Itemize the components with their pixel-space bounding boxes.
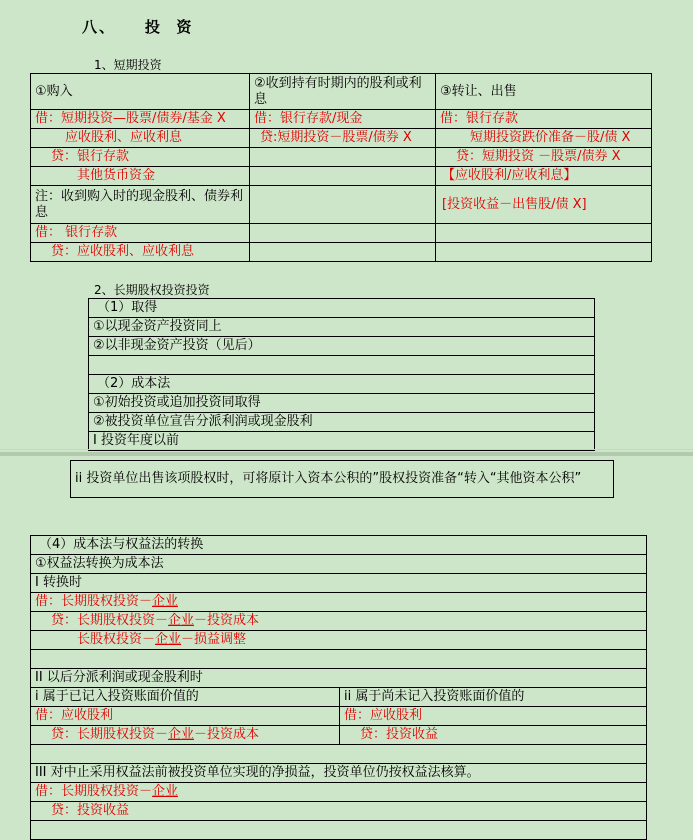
header-receive-dividend: ②收到持有时期内的股利或利息 — [250, 74, 436, 110]
cell: III 对中止采用权益法前被投资单位实现的净损益，投资单位仍按权益法核算。 — [31, 764, 647, 783]
table-row — [31, 574, 647, 593]
section-heading-long-term: 2、长期股权投资投资 — [94, 283, 210, 297]
table-row — [89, 299, 595, 318]
cell — [31, 726, 340, 745]
cell — [436, 224, 652, 243]
conversion-table — [30, 535, 647, 840]
cell: 贷：投资收益 — [31, 802, 647, 821]
table-row — [89, 432, 595, 451]
cell — [250, 167, 436, 186]
cell: （1）取得 — [89, 299, 595, 318]
table-row — [89, 318, 595, 337]
cell: 借： 银行存款 — [31, 224, 250, 243]
text: 企业 — [152, 594, 179, 609]
table-row — [31, 555, 647, 574]
text: 借：长期股权投资－ — [35, 594, 153, 609]
cell: ii 投资单位出售该项股权时，可将原计入资本公积的”股权投资准备“转入“其他资本公积” — [71, 461, 614, 498]
cell — [31, 821, 647, 840]
text: 贷：长期股权投资－ — [51, 613, 169, 628]
table-row — [31, 821, 647, 840]
table-row — [31, 612, 647, 631]
table-header-row — [31, 74, 652, 110]
text: 企业 — [168, 727, 195, 742]
section-heading-short-term: 1、短期投资 — [94, 58, 162, 72]
table-row — [31, 650, 647, 669]
table-row — [31, 631, 647, 650]
cell — [250, 243, 436, 262]
table-row — [31, 707, 647, 726]
table-row — [31, 224, 652, 243]
cell: ii 属于尚未记入投资账面价值的 — [340, 688, 647, 707]
table-row — [89, 375, 595, 394]
cell: 贷：投资收益 — [340, 726, 647, 745]
cell — [31, 593, 647, 612]
cell: ②以非现金资产投资（见后） — [89, 337, 595, 356]
text: 企业 — [152, 784, 179, 799]
text: 长股权投资－ — [77, 632, 156, 647]
cell — [436, 243, 652, 262]
cell: （2）成本法 — [89, 375, 595, 394]
table-row — [31, 243, 652, 262]
short-term-investment-table — [30, 73, 652, 262]
text: 企业 — [168, 613, 195, 628]
table-row — [31, 764, 647, 783]
table-row — [89, 413, 595, 432]
cell — [31, 783, 647, 802]
cell: 【应收股利/应收利息】 — [436, 167, 652, 186]
table-row — [31, 726, 647, 745]
cell: ①以现金资产投资同上 — [89, 318, 595, 337]
cell: 注：收到购入时的现金股利、债券利息 — [31, 186, 250, 224]
table-row — [89, 394, 595, 413]
cell — [31, 650, 647, 669]
cell: 应收股利、应收利息 — [31, 129, 250, 148]
text: 贷：长期股权投资－ — [51, 727, 169, 742]
cell: （4）成本法与权益法的转换 — [31, 536, 647, 555]
table-row — [31, 536, 647, 555]
table-row — [31, 167, 652, 186]
table-row — [89, 356, 595, 375]
cell: [投资收益－出售股/债 X] — [436, 186, 652, 224]
table-row — [31, 186, 652, 224]
continued-note-table — [70, 460, 614, 498]
cell: 短期投资跌价准备－股/债 X — [436, 129, 652, 148]
cell — [250, 224, 436, 243]
text: 借：长期股权投资－ — [35, 784, 153, 799]
table-row — [31, 669, 647, 688]
cell: 借：短期投资—股票/债券/基金 X — [31, 110, 250, 129]
text: －损益调整 — [181, 632, 247, 647]
table-row — [31, 593, 647, 612]
cell: I 投资年度以前 — [89, 432, 595, 451]
table-row — [89, 337, 595, 356]
cell: ①权益法转换为成本法 — [31, 555, 647, 574]
page-edge — [0, 449, 693, 450]
cell — [31, 631, 647, 650]
header-purchase: ①购入 — [31, 74, 250, 110]
cell — [250, 148, 436, 167]
long-term-equity-table — [88, 298, 595, 451]
cell: i 属于已记入投资账面价值的 — [31, 688, 340, 707]
table-row — [31, 783, 647, 802]
cell: 贷：短期投资 －股票/债券 X — [436, 148, 652, 167]
cell — [31, 612, 647, 631]
cell: II 以后分派利润或现金股利时 — [31, 669, 647, 688]
cell: 借：应收股利 — [340, 707, 647, 726]
cell: 贷:短期投资－股票/债券 X — [250, 129, 436, 148]
cell: 贷：应收股利、应收利息 — [31, 243, 250, 262]
cell: I 转换时 — [31, 574, 647, 593]
cell: ②被投资单位宣告分派利润或现金股利 — [89, 413, 595, 432]
table-row — [31, 745, 647, 764]
cell: 其他货币资金 — [31, 167, 250, 186]
cell: 借：应收股利 — [31, 707, 340, 726]
table-row — [31, 129, 652, 148]
cell — [250, 186, 436, 224]
table-row — [71, 461, 614, 498]
header-transfer-sale: ③转让、出售 — [436, 74, 652, 110]
table-row — [31, 110, 652, 129]
cell: 借：银行存款/现金 — [250, 110, 436, 129]
text: 企业 — [155, 632, 182, 647]
cell — [89, 356, 595, 375]
cell: 贷：银行存款 — [31, 148, 250, 167]
text: －投资成本 — [194, 727, 260, 742]
page-title: 八、 投 资 — [82, 18, 194, 36]
page-break-divider — [0, 452, 693, 456]
table-row — [31, 148, 652, 167]
text: －投资成本 — [194, 613, 260, 628]
table-row — [31, 688, 647, 707]
table-row — [31, 802, 647, 821]
cell: 借：银行存款 — [436, 110, 652, 129]
cell: ①初始投资或追加投资同取得 — [89, 394, 595, 413]
cell — [31, 745, 647, 764]
